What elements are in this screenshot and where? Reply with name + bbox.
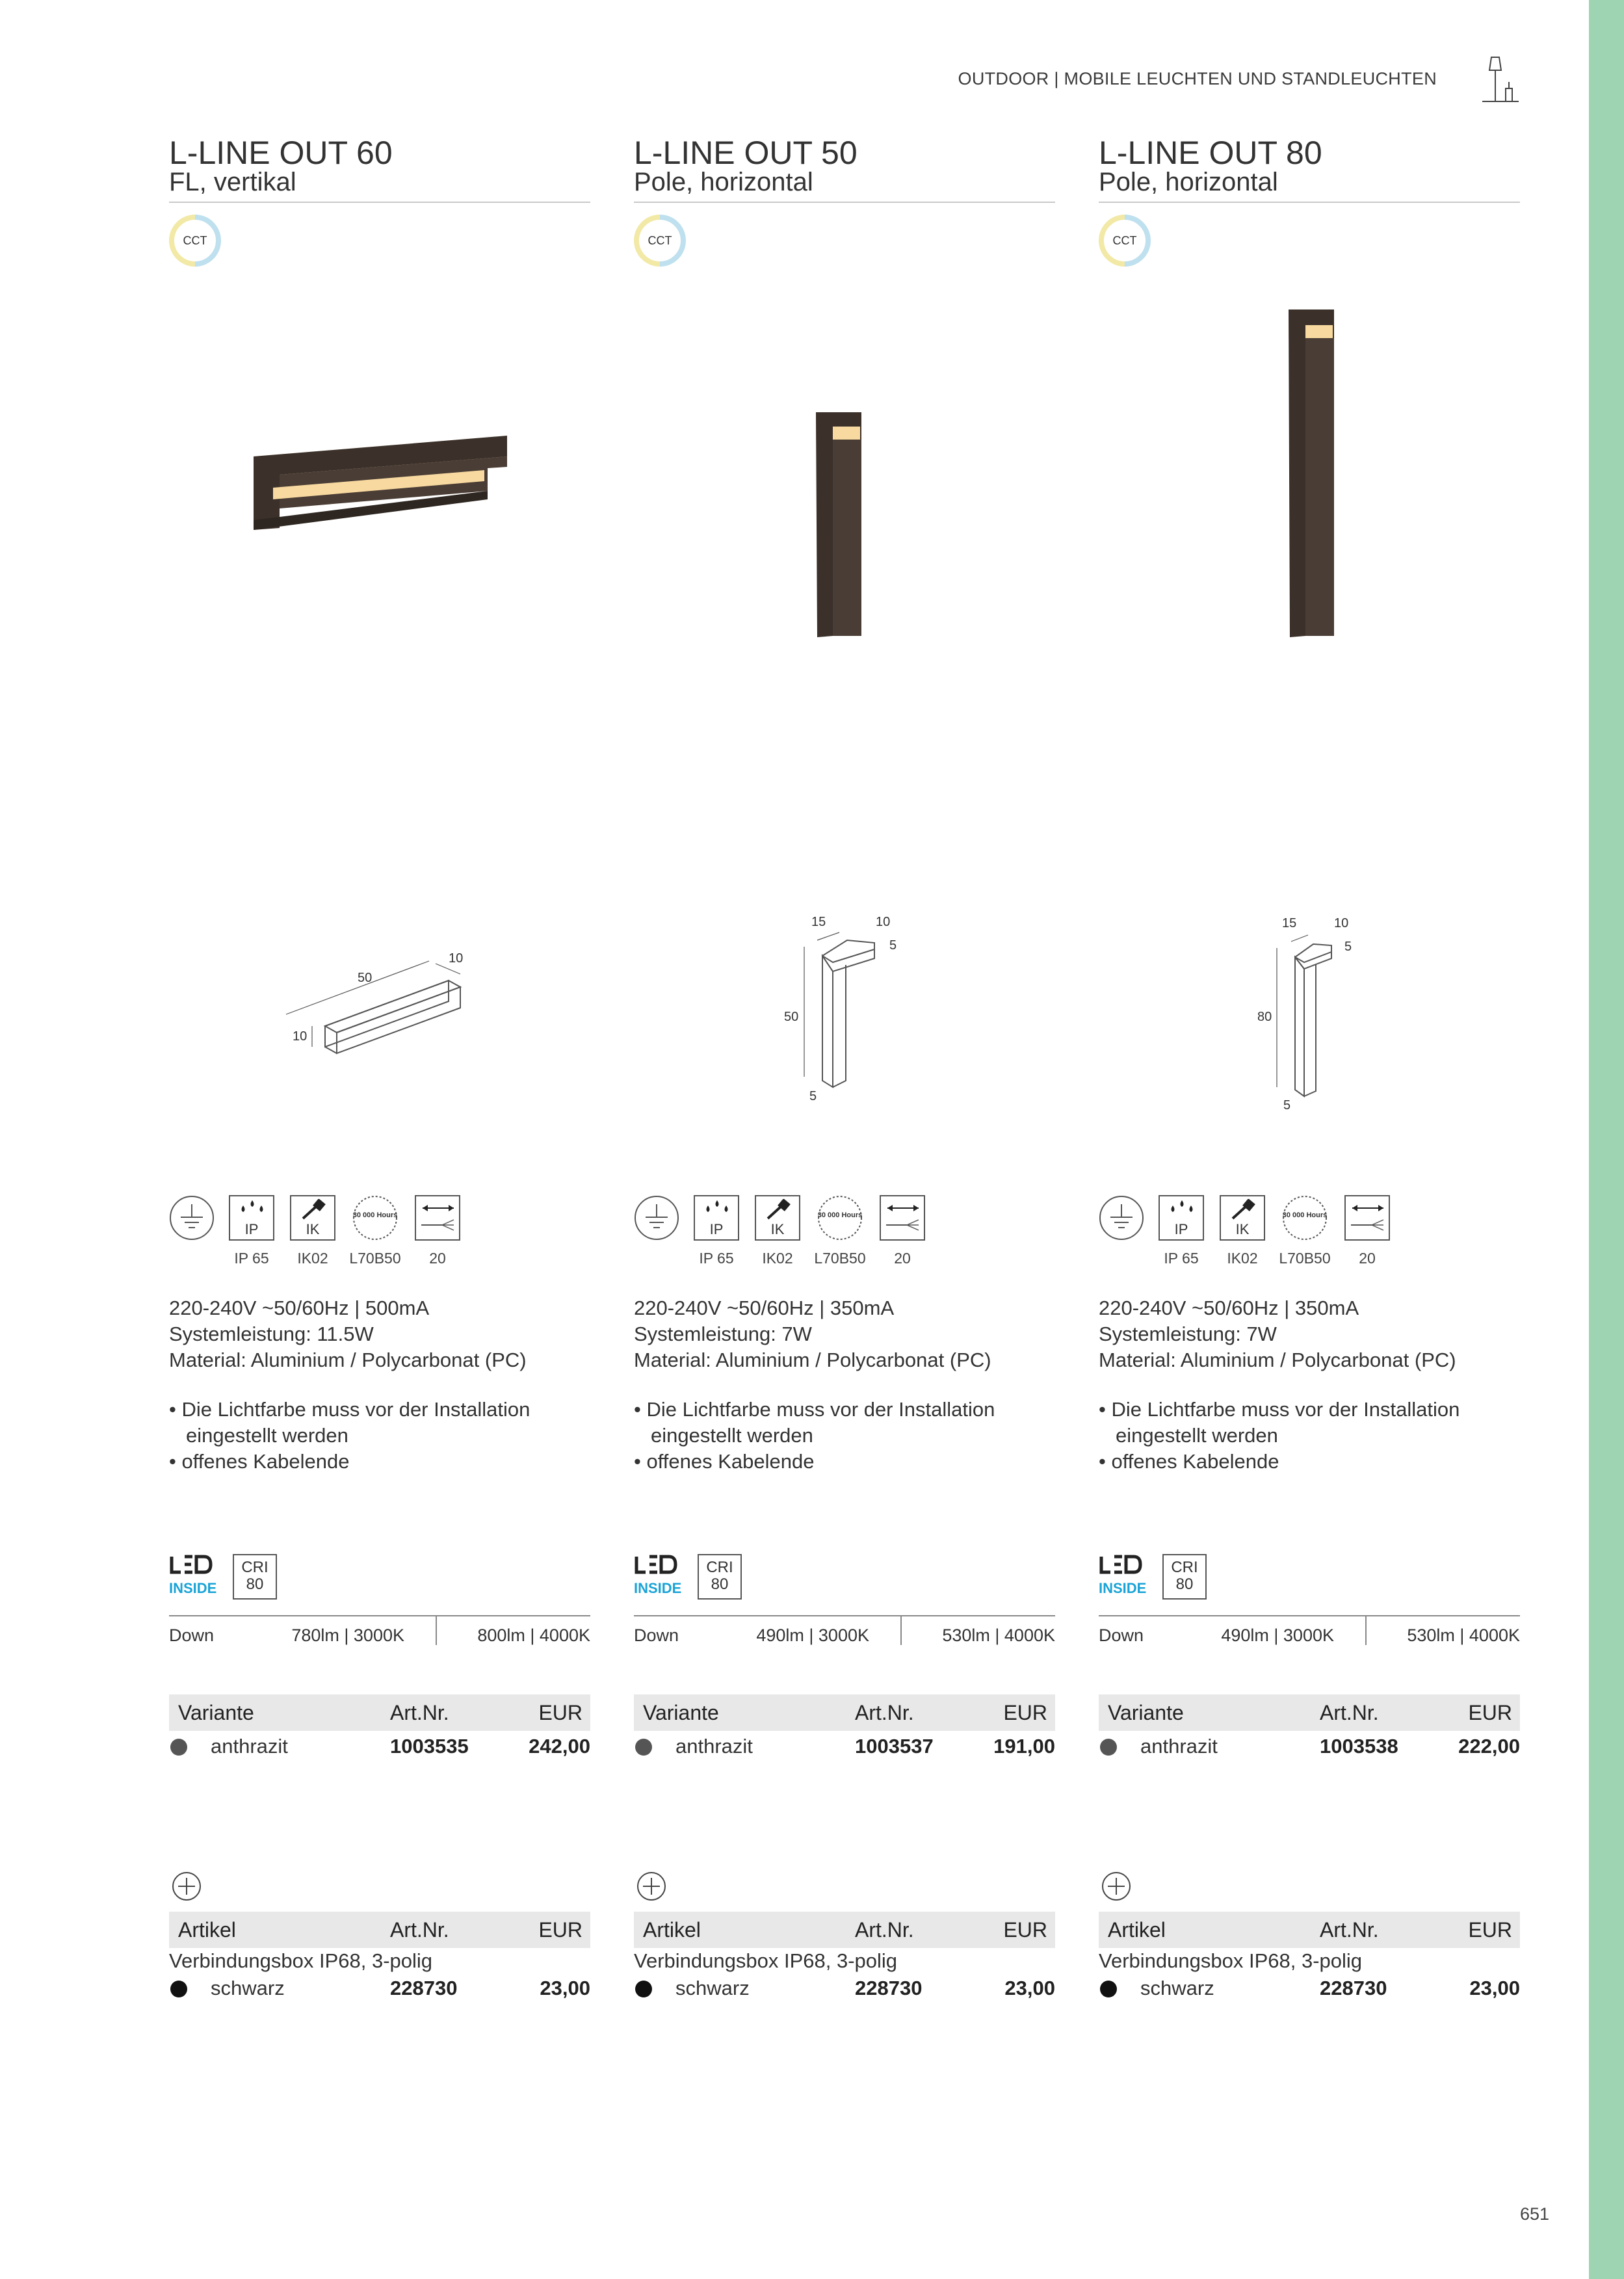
- cct-label: CCT: [1112, 234, 1137, 247]
- spec-line: Systemleistung: 7W: [1099, 1323, 1277, 1345]
- feature-list: [1099, 1397, 1489, 1475]
- title-divider: [1099, 202, 1520, 203]
- accessory-table-header: Artikel Art.Nr. EUR: [1099, 1912, 1520, 1948]
- lifetime-hours-icon: [817, 1195, 863, 1241]
- ik-label: IK02: [1227, 1250, 1258, 1267]
- dim-width: 15: [811, 915, 826, 929]
- feature-item: • offenes Kabelende: [634, 1450, 815, 1473]
- accessory-description: Verbindungsbox IP68, 3-polig: [1099, 1949, 1363, 1972]
- product-title: L-LINE OUT 50: [634, 135, 858, 171]
- table-row: schwarz 228730 23,00: [1099, 1974, 1520, 2003]
- accessory-table-header: Artikel Art.Nr. EUR: [169, 1912, 590, 1948]
- ip-label: IP 65: [234, 1250, 269, 1267]
- ip-rating-icon: IP: [694, 1195, 739, 1241]
- side-color-strip: [1589, 0, 1624, 2279]
- product-photo: [169, 273, 590, 728]
- svg-text:30 000 Hours: 30 000 Hours: [352, 1211, 398, 1219]
- color-swatch: [170, 1981, 187, 1997]
- dim-depth: 10: [1334, 916, 1349, 930]
- led-inside-icon: [1099, 1553, 1157, 1598]
- dim-width: 15: [1282, 916, 1297, 930]
- led-inside-icon: [169, 1553, 228, 1598]
- ik-rating-icon: IK: [1220, 1195, 1265, 1241]
- dim-head: 5: [1344, 940, 1352, 954]
- ip-label: IP 65: [699, 1250, 734, 1267]
- protection-class-icon: [1099, 1195, 1144, 1241]
- dimension-drawing: [169, 897, 590, 1138]
- dim-head: 5: [889, 938, 897, 953]
- color-swatch: [635, 1739, 652, 1756]
- cct-badge-icon: [634, 215, 686, 267]
- lifetime-label: L70B50: [1279, 1250, 1331, 1267]
- cable-label: 20: [429, 1250, 446, 1267]
- cct-label: CCT: [648, 234, 672, 247]
- ip-label: IP 65: [1164, 1250, 1199, 1267]
- dimension-drawing: [1099, 897, 1520, 1138]
- cri-badge: CRI 80: [233, 1554, 277, 1600]
- svg-text:INSIDE: INSIDE: [634, 1580, 682, 1596]
- spec-line: Systemleistung: 11.5W: [169, 1323, 374, 1345]
- category-header: OUTDOOR | MOBILE LEUCHTEN UND STANDLEUCHTEN: [958, 69, 1437, 88]
- accessory-description: Verbindungsbox IP68, 3-polig: [634, 1949, 898, 1972]
- lifetime-hours-icon: [1282, 1195, 1328, 1241]
- product-subtitle: Pole, horizontal: [1099, 168, 1278, 196]
- spec-line: Material: Aluminium / Polycarbonat (PC): [169, 1349, 527, 1371]
- cct-badge-icon: [169, 215, 221, 267]
- svg-text:30 000 Hours: 30 000 Hours: [1282, 1211, 1328, 1219]
- table-row: anthrazit 1003535 242,00: [169, 1732, 590, 1761]
- dim-depth: 10: [449, 951, 464, 966]
- protection-class-icon: [169, 1195, 215, 1241]
- spec-line: Material: Aluminium / Polycarbonat (PC): [634, 1349, 991, 1371]
- lifetime-hours-icon: [352, 1195, 398, 1241]
- title-divider: [634, 202, 1055, 203]
- dim-length: 50: [358, 971, 373, 985]
- dim-height: 80: [1257, 1010, 1272, 1024]
- spec-block: [634, 1295, 991, 1373]
- cable-label: 20: [894, 1250, 911, 1267]
- dim-height: 50: [784, 1010, 799, 1024]
- color-swatch: [1100, 1739, 1117, 1756]
- feature-item: • Die Lichtfarbe muss vor der Installation eingestellt werden: [169, 1398, 530, 1447]
- lumen-divider: [634, 1615, 1055, 1616]
- product-column-1: [169, 0, 590, 2279]
- color-swatch: [1100, 1981, 1117, 1997]
- spec-line: Material: Aluminium / Polycarbonat (PC): [1099, 1349, 1456, 1371]
- variant-table-header: Variante Art.Nr. EUR: [1099, 1694, 1520, 1731]
- lumen-3000k: 780lm | 3000K: [291, 1626, 404, 1645]
- variant-table-header: Variante Art.Nr. EUR: [169, 1694, 590, 1731]
- dim-base: 5: [809, 1089, 817, 1103]
- led-inside-icon: [634, 1553, 692, 1598]
- feature-list: [169, 1397, 559, 1475]
- product-column-3: [1099, 0, 1520, 2279]
- table-row: anthrazit 1003537 191,00: [634, 1732, 1055, 1761]
- feature-item: • Die Lichtfarbe muss vor der Installation eingestellt werden: [1099, 1398, 1460, 1447]
- svg-text:INSIDE: INSIDE: [169, 1580, 217, 1596]
- table-row: schwarz 228730 23,00: [634, 1974, 1055, 2003]
- accessory-plus-icon: [1101, 1871, 1131, 1901]
- product-column-2: [634, 0, 1055, 2279]
- cable-length-icon: [880, 1195, 925, 1241]
- spec-line: 220-240V ~50/60Hz | 350mA: [634, 1297, 895, 1319]
- cct-badge-icon: [1099, 215, 1151, 267]
- lumen-4000k: 530lm | 4000K: [942, 1626, 1055, 1645]
- spec-line: 220-240V ~50/60Hz | 350mA: [1099, 1297, 1359, 1319]
- cable-label: 20: [1359, 1250, 1376, 1267]
- table-row: anthrazit 1003538 222,00: [1099, 1732, 1520, 1761]
- lumen-3000k: 490lm | 3000K: [756, 1626, 869, 1645]
- protection-class-icon: [634, 1195, 679, 1241]
- ip-rating-icon: IP: [229, 1195, 274, 1241]
- accessory-table-header: Artikel Art.Nr. EUR: [634, 1912, 1055, 1948]
- lifetime-label: L70B50: [814, 1250, 866, 1267]
- symbol-row: [634, 1195, 1055, 1273]
- lumen-divider: [169, 1615, 590, 1616]
- symbol-row: [1099, 1195, 1520, 1273]
- product-photo: [1099, 273, 1520, 728]
- ik-label: IK02: [762, 1250, 793, 1267]
- dim-height: 10: [293, 1029, 308, 1044]
- svg-text:INSIDE: INSIDE: [1099, 1580, 1147, 1596]
- color-swatch: [170, 1739, 187, 1756]
- feature-item: • offenes Kabelende: [1099, 1450, 1279, 1473]
- spec-block: [1099, 1295, 1456, 1373]
- ik-label: IK02: [297, 1250, 328, 1267]
- lumen-3000k: 490lm | 3000K: [1221, 1626, 1334, 1645]
- feature-item: • offenes Kabelende: [169, 1450, 350, 1473]
- table-row: schwarz 228730 23,00: [169, 1974, 590, 2003]
- product-photo: [634, 273, 1055, 728]
- cct-label: CCT: [183, 234, 207, 247]
- lumen-4000k: 800lm | 4000K: [477, 1626, 590, 1645]
- cri-badge: CRI 80: [1162, 1554, 1207, 1600]
- accessory-description: Verbindungsbox IP68, 3-polig: [169, 1949, 433, 1972]
- light-direction: Down: [1099, 1626, 1144, 1645]
- lumen-4000k: 530lm | 4000K: [1407, 1626, 1520, 1645]
- ik-rating-icon: IK: [290, 1195, 335, 1241]
- accessory-plus-icon: [172, 1871, 202, 1901]
- product-title: L-LINE OUT 80: [1099, 135, 1322, 171]
- page-number: 651: [1520, 2204, 1550, 2224]
- dim-base: 5: [1283, 1098, 1291, 1113]
- title-divider: [169, 202, 590, 203]
- feature-item: • Die Lichtfarbe muss vor der Installation eingestellt werden: [634, 1398, 995, 1447]
- cable-length-icon: [1344, 1195, 1390, 1241]
- ik-rating-icon: IK: [755, 1195, 800, 1241]
- dim-depth: 10: [876, 915, 891, 929]
- spec-block: [169, 1295, 527, 1373]
- light-direction: Down: [169, 1626, 215, 1645]
- product-subtitle: Pole, horizontal: [634, 168, 813, 196]
- lifetime-label: L70B50: [349, 1250, 401, 1267]
- light-direction: Down: [634, 1626, 679, 1645]
- cri-badge: CRI 80: [698, 1554, 742, 1600]
- dimension-drawing: [634, 897, 1055, 1138]
- spec-line: Systemleistung: 7W: [634, 1323, 812, 1345]
- feature-list: [634, 1397, 1024, 1475]
- color-swatch: [635, 1981, 652, 1997]
- ip-rating-icon: IP: [1159, 1195, 1204, 1241]
- lumen-divider: [1099, 1615, 1520, 1616]
- cable-length-icon: [415, 1195, 460, 1241]
- symbol-row: [169, 1195, 590, 1273]
- product-subtitle: FL, vertikal: [169, 168, 296, 196]
- accessory-plus-icon: [636, 1871, 666, 1901]
- product-title: L-LINE OUT 60: [169, 135, 393, 171]
- svg-text:30 000 Hours: 30 000 Hours: [817, 1211, 863, 1219]
- spec-line: 220-240V ~50/60Hz | 500mA: [169, 1297, 430, 1319]
- variant-table-header: Variante Art.Nr. EUR: [634, 1694, 1055, 1731]
